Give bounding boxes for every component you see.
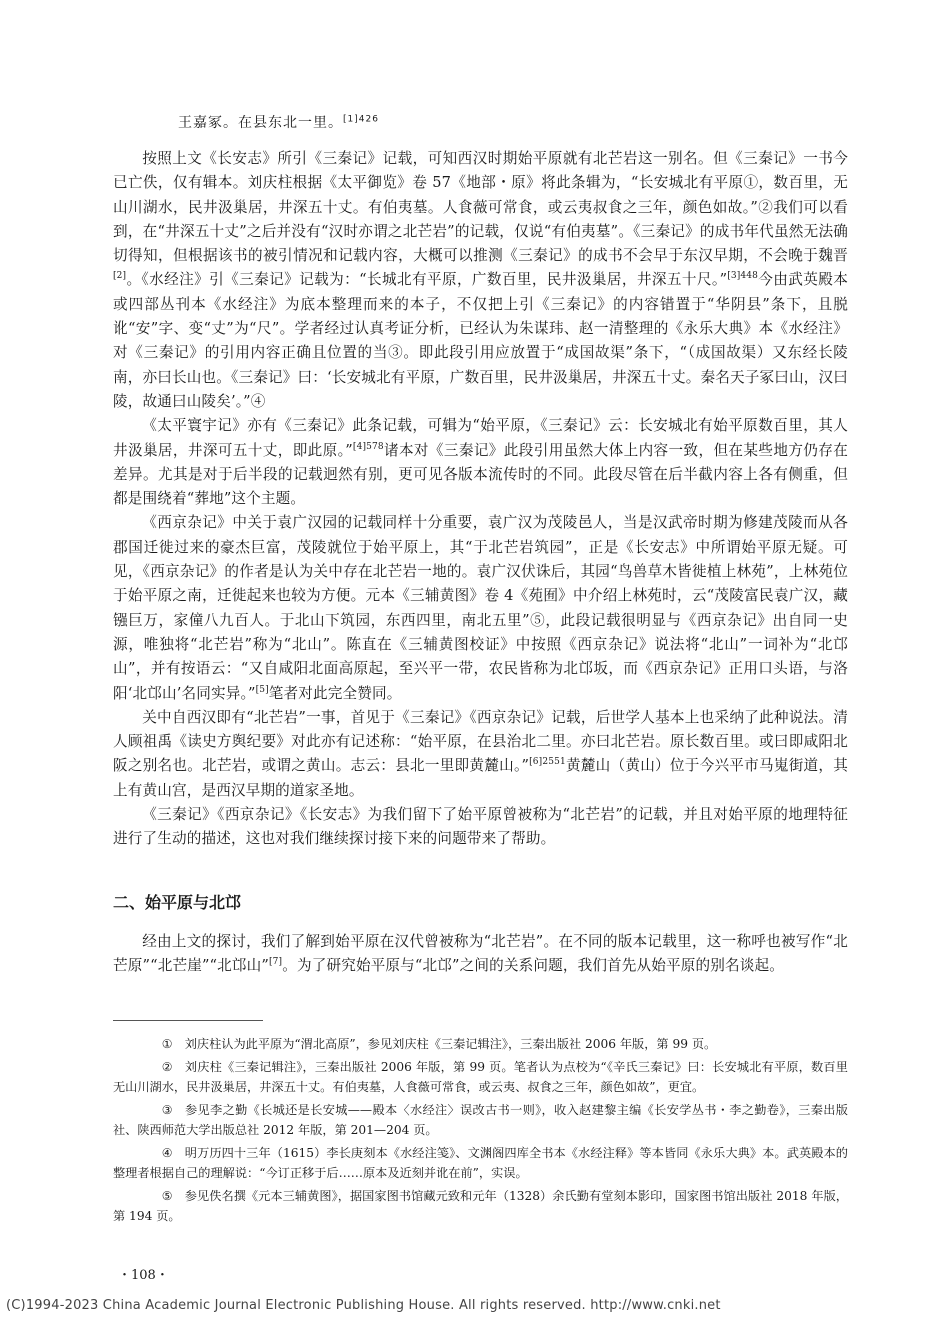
body-section-one bbox=[113, 147, 848, 852]
footnote-number: ③ bbox=[161, 1103, 173, 1117]
footnote-text: 刘庆柱《三秦记辑注》，三秦出版社 2006 年版，第 99 页。笔者认为点校为“《辛氏三秦记》曰：长安城北有平原，数百里无山川湖水，民井汲巢居，井深五十丈。有伯夷墓，人食薇可常食，或云夷、叔食之三年，颜色如故”，更宜。 bbox=[113, 1060, 848, 1094]
block-quote bbox=[178, 112, 379, 132]
paragraph bbox=[113, 414, 848, 511]
paragraph bbox=[113, 930, 848, 979]
footnote-text: 明万历四十三年（1615）李长庚刻本《水经注笺》、文渊阁四库全书本《水经注释》等本皆同《永乐大典》本。武英殿本的整理者根据自己的理解说：“今订正移于后……原本及近刻并讹在前”，实误。 bbox=[113, 1146, 848, 1180]
text-run: 《三秦记》《西京杂记》《长安志》为我们留下了始平原曾被称为“北芒岩”的记载，并且对始平原的地理特征进行了生动的描述，这也对我们继续探讨接下来的问题带来了帮助。 bbox=[113, 806, 848, 848]
paragraph bbox=[113, 511, 848, 705]
paragraph bbox=[113, 147, 848, 414]
copyright-line: (C)1994-2023 China Academic Journal Electronic Publishing House. All rights reserved. http://www.cnki.net bbox=[6, 1298, 721, 1313]
footnote bbox=[113, 1057, 848, 1097]
footnote-text: 参见佚名撰《元本三辅黄图》，据国家图书馆藏元致和元年（1328）余氏勤有堂刻本影印，国家图书馆出版社 2018 年版，第 194 页。 bbox=[113, 1189, 848, 1223]
footnotes bbox=[113, 1034, 848, 1229]
text-run: 按照上文《长安志》所引《三秦记》记载，可知西汉时期始平原就有北芒岩这一别名。但《三秦记》一书今已亡佚，仅有辑本。刘庆柱根据《太平御览》卷 57《地部・原》将此条辑为，“长安城北有平原①，数百里，无山川湖水，民井汲巢居，井深五十丈。有伯夷墓。人食薇可常食，或云夷叔食之三年，颜色如故。”②我们可以看到，在“井深五十丈”之后并没有“汉时亦谓之北芒岩”的记载，仅说“有伯夷墓”。《三秦记》的成书年代虽然无法确切得知，但根据该书的被引情况和记载内容，大概可以推测《三秦记》的成书不会早于东汉早期，不会晚于魏晋 bbox=[113, 150, 848, 265]
text-run: 黄麓山（黄山）位于今兴平市马嵬街道，其上有黄山宫，是西汉早期的道家圣地。 bbox=[113, 757, 849, 799]
footnote-number: ⑤ bbox=[161, 1189, 173, 1203]
section-heading: 二、始平原与北邙 bbox=[113, 893, 242, 912]
footnote-number: ① bbox=[161, 1037, 173, 1051]
quote-text: 王嘉冢。在县东北一里。 bbox=[178, 115, 343, 131]
footnote-divider bbox=[113, 1020, 263, 1021]
text-run: 。为了研究始平原与“北邙”之间的关系问题，我们首先从始平原的别名谈起。 bbox=[282, 957, 784, 975]
text-run: 经由上文的探讨，我们了解到始平原在汉代曾被称为“北芒岩”。在不同的版本记载里，这一称呼也被写作“北芒原”“北芒崖”“北邙山” bbox=[113, 933, 848, 975]
footnote-number: ④ bbox=[161, 1146, 173, 1160]
text-run: 笔者对此完全赞同。 bbox=[268, 684, 402, 702]
citation: [6]2551 bbox=[529, 757, 566, 768]
text-run: 诸本对《三秦记》此段引用虽然大体上内容一致，但在某些地方仍存在差异。尤其是对于后半段的记载迥然有别，更可见各版本流传时的不同。此段尽管在后半截内容上各有侧重，但都是围绕着“葬地”这个主题。 bbox=[113, 441, 848, 508]
footnote bbox=[113, 1143, 848, 1183]
text-run: 今由武英殿本或四部丛刊本《水经注》为底本整理而来的本子，不仅把上引《三秦记》的内容错置于“华阴县”条下，且脱讹“安”字、变“丈”为“尺”。学者经过认真考证分析，已经认为朱谋玮、赵一清整理的《永乐大典》本《水经注》对《三秦记》的引用内容正确且位置的当③。即此段引用应放置于“成国故渠”条下，“（成国故渠）又东经长陵南，亦曰长山也。《三秦记》曰：‘长安城北有平原，广数百里，民井汲巢居，井深五十丈。秦名天子冢曰山，汉曰陵，故通曰山陵矣’。”④ bbox=[113, 271, 848, 410]
footnote-text: 刘庆柱认为此平原为“渭北高原”，参见刘庆柱《三秦记辑注》，三秦出版社 2006 年版，第 99 页。 bbox=[184, 1037, 717, 1051]
citation: [3]448 bbox=[727, 271, 759, 282]
paragraph bbox=[113, 706, 848, 803]
body-section-two bbox=[113, 930, 848, 979]
citation: [7] bbox=[269, 957, 283, 968]
footnote bbox=[113, 1100, 848, 1140]
footnote bbox=[113, 1186, 848, 1226]
citation: [5] bbox=[255, 684, 269, 695]
text-run: 《太平寰宇记》亦有《三秦记》此条记载，可辑为“始平原，《三秦记》云：长安城北有始平原数百里，其人井汲巢居，井深可五十丈，即此原。” bbox=[113, 417, 848, 459]
text-run: 关中自西汉即有“北芒岩”一事，首见于《三秦记》《西京杂记》记载，后世学人基本上也采纳了此种说法。清人顾祖禹《读史方舆纪要》对此亦有记述称：“始平原，在县治北二里。亦曰北芒岩。原长数百里。或曰即咸阳北阪之别名也。北芒岩，或谓之黄山。志云：县北一里即黄麓山。” bbox=[113, 708, 848, 775]
footnote-text: 参见李之勤《长城还是长安城——殿本〈水经注〉误改古书一则》，收入赵建黎主编《长安学丛书・李之勤卷》，三秦出版社、陕西师范大学出版总社 2012 年版，第 201—204 页。 bbox=[113, 1103, 848, 1137]
citation: [1]426 bbox=[343, 114, 379, 125]
text-run: 。《水经注》引《三秦记》记载为：“长城北有平原，广数百里，民井汲巢居，井深五十尺。” bbox=[126, 271, 728, 289]
footnote-number: ② bbox=[161, 1060, 173, 1074]
footnote bbox=[113, 1034, 848, 1054]
paragraph bbox=[113, 803, 848, 852]
citation: [2] bbox=[113, 271, 127, 282]
citation: [4]578 bbox=[352, 441, 384, 452]
text-run: 《西京杂记》中关于袁广汉园的记载同样十分重要，袁广汉为茂陵邑人，当是汉武帝时期为修建茂陵而从各郡国迁徙过来的豪杰巨富，茂陵就位于始平原上，其“于北芒岩筑园”，正是《长安志》中所谓始平原无疑。可见，《西京杂记》的作者是认为关中存在北芒岩一地的。袁广汉伏诛后，其园“鸟兽草木皆徙植上林苑”，上林苑位于始平原之南，迁徙起来也较为方便。元本《三辅黄图》卷 4《苑囿》中介绍上林苑时，云“茂陵富民袁广汉，藏镪巨万，家僮八九百人。于北山下筑园，东西四里，南北五里”⑤，此段记载很明显与《西京杂记》出自同一史源，唯独将“北芒岩”称为“北山”。陈直在《三辅黄图校证》中按照《西京杂记》说法将“北山”一词补为“北邙山”，并有按语云：“又自咸阳北面高原起，至兴平一带，农民皆称为北邙坂，而《西京杂记》正用口头语，与洛阳‘北邙山’名同实异。” bbox=[113, 514, 848, 702]
page-number: ・108・ bbox=[118, 1268, 169, 1283]
